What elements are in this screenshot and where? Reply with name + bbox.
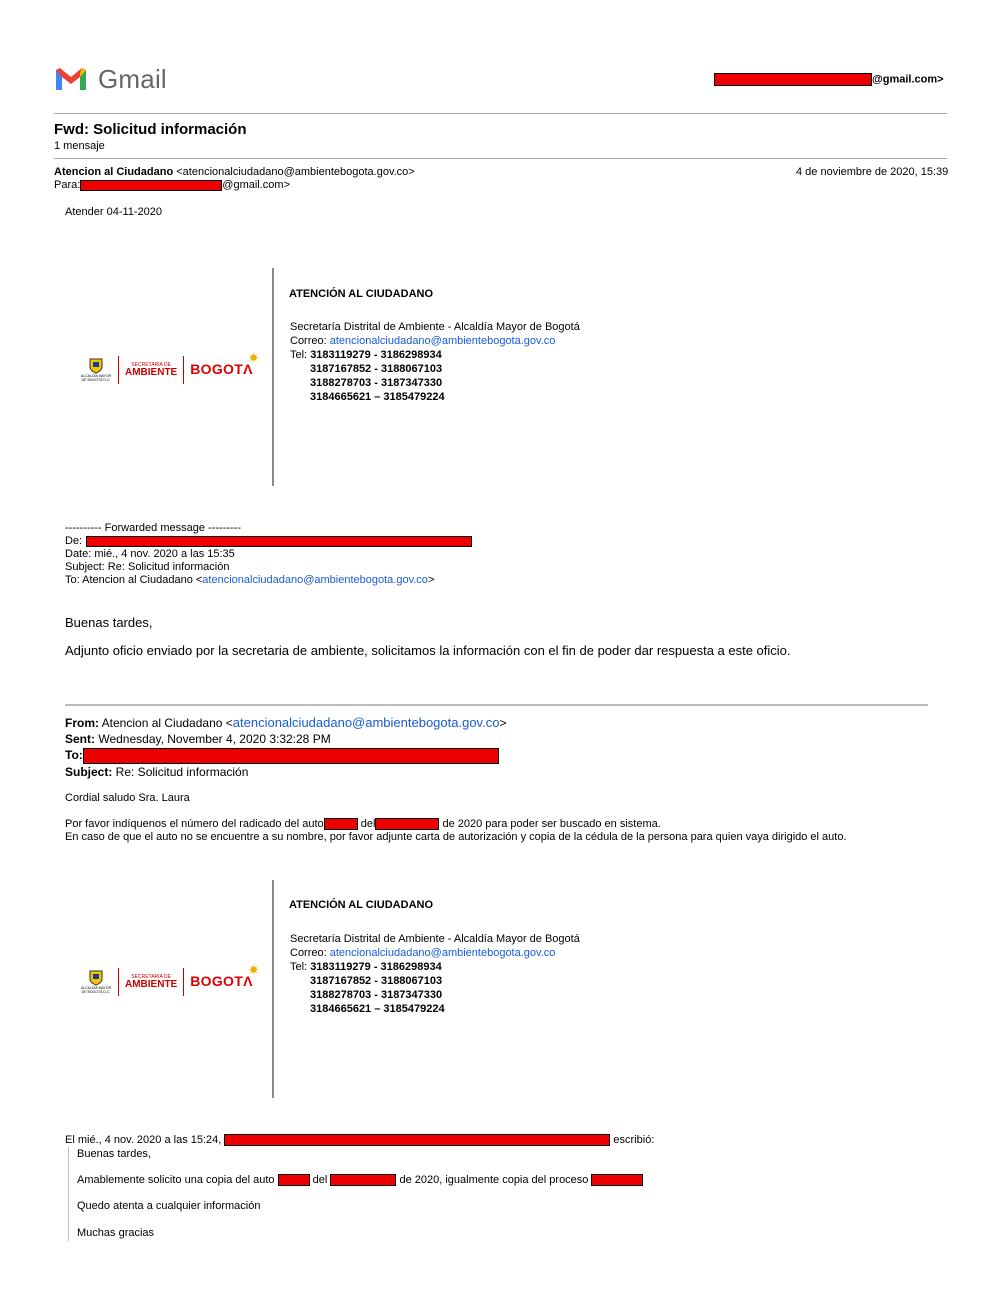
forwarded-body: Adjunto oficio enviado por la secretaria de ambiente, solicitamos la información con el fin de poder dar respuesta a este oficio. <box>65 643 791 658</box>
ambiente-mark: SECRETARÍA DE AMBIENTE <box>125 362 178 378</box>
quote-bar <box>68 1147 69 1241</box>
quoted-line3: Quedo atenta a cualquier información <box>77 1200 261 1212</box>
gmail-m-icon <box>54 66 88 92</box>
signature-title: ATENCIÓN AL CIUDADANO <box>289 899 434 911</box>
thread-subject: Fwd: Solicitud información <box>54 121 247 138</box>
redaction <box>324 818 358 830</box>
escudo-emblem <box>80 970 112 994</box>
reply-from-link[interactable]: atencionalciudadano@ambientebogota.gov.co <box>232 715 500 730</box>
coat-of-arms-icon <box>89 358 103 374</box>
logo-divider <box>183 356 184 384</box>
forwarded-greeting: Buenas tardes, <box>65 615 153 630</box>
coat-of-arms-icon <box>89 970 103 986</box>
quoted-line4: Muchas gracias <box>77 1227 155 1239</box>
quoted-intro: El mié., 4 nov. 2020 a las 15:24, escribió: <box>65 1134 655 1146</box>
signature-title: ATENCIÓN AL CIUDADANO <box>289 288 434 300</box>
divider <box>54 158 947 159</box>
bogota-mark: BOGOTΛ ✸ <box>190 963 259 989</box>
divider <box>65 704 928 706</box>
gmail-wordmark: Gmail <box>98 64 167 94</box>
star-icon: ✸ <box>248 351 259 365</box>
signature-email-link[interactable]: atencionalciudadano@ambientebogota.gov.co <box>329 947 556 959</box>
message-date: 4 de noviembre de 2020, 15:39 <box>796 166 949 178</box>
star-icon: ✸ <box>248 963 259 977</box>
message-intro: Atender 04-11-2020 <box>65 206 163 218</box>
escudo-emblem <box>80 358 112 382</box>
redaction <box>278 1174 310 1186</box>
logo-divider <box>118 356 119 384</box>
redaction <box>330 1174 396 1186</box>
redaction <box>591 1174 643 1186</box>
escudo-caption: ALCALDÍA MAYOR DE BOGOTÁ D.C. <box>80 986 112 994</box>
message-from: Atencion al Ciudadano <atencionalciudadano@ambientebogota.gov.co> <box>54 166 415 178</box>
ambiente-mark: SECRETARÍA DE AMBIENTE <box>125 974 178 990</box>
redaction <box>375 818 439 830</box>
quoted-greeting: Buenas tardes, <box>77 1148 151 1160</box>
reply-body: Por favor indíquenos el número del radicado del auto del de 2020 para poder ser buscado en sistema. En caso de que el auto no se encuentre a su nombre, por favor adjunte carta de autorización y copia de la cédula de la persona para quien vaya dirigido el auto. <box>65 818 847 843</box>
signature-divider <box>272 880 274 1098</box>
signature-details: Secretaría Distrital de Ambiente - Alcaldía Mayor de Bogotá Correo: atencionalciudadano@ambientebogota.gov.co Tel: 3183119279 - 3186298934 3187167852 - 3188067103 3188278703 - 3187347330 3184665621 – 3185479224 <box>290 321 580 403</box>
escudo-caption: ALCALDÍA MAYOR DE BOGOTÁ D.C. <box>80 374 112 382</box>
redaction <box>714 73 872 86</box>
forwarded-header: ---------- Forwarded message --------- De: Date: mié., 4 nov. 2020 a las 15:35 Subject: Re: Solicitud información To: Atencion al Ciudadano <atencionalciudadano@ambientebogota.gov.co> <box>65 522 472 587</box>
redaction <box>224 1134 610 1146</box>
redaction <box>86 536 472 547</box>
account-email: @gmail.com> <box>714 73 944 86</box>
quoted-request: Amablemente solicito una copia del auto del de 2020, igualmente copia del proceso <box>77 1174 643 1186</box>
message-to: Para: @gmail.com> <box>54 179 291 191</box>
bogota-mark: BOGOTΛ ✸ <box>190 351 259 377</box>
signature-details: Secretaría Distrital de Ambiente - Alcaldía Mayor de Bogotá Correo: atencionalciudadano@ambientebogota.gov.co Tel: 3183119279 - 3186298934 3187167852 - 3188067103 3188278703 - 3187347330 3184665621 – 3185479224 <box>290 933 580 1015</box>
reply-greeting: Cordial saludo Sra. Laura <box>65 792 190 804</box>
redaction <box>83 748 499 764</box>
logo-divider <box>183 968 184 996</box>
sda-logo <box>80 963 259 996</box>
gmail-logo <box>54 64 174 96</box>
signature-email-link[interactable]: atencionalciudadano@ambientebogota.gov.co <box>329 335 556 347</box>
logo-divider <box>118 968 119 996</box>
forwarded-to-link[interactable]: atencionalciudadano@ambientebogota.gov.co <box>202 574 428 586</box>
sda-logo <box>80 351 259 384</box>
redaction <box>80 180 222 191</box>
message-count: 1 mensaje <box>54 140 105 152</box>
signature-divider <box>272 268 274 486</box>
divider <box>54 113 947 114</box>
reply-header: From: Atencion al Ciudadano <atencionalciudadano@ambientebogota.gov.co> Sent: Wednesday, November 4, 2020 3:32:28 PM To: Subject: Re: Solicitud información <box>65 715 507 779</box>
